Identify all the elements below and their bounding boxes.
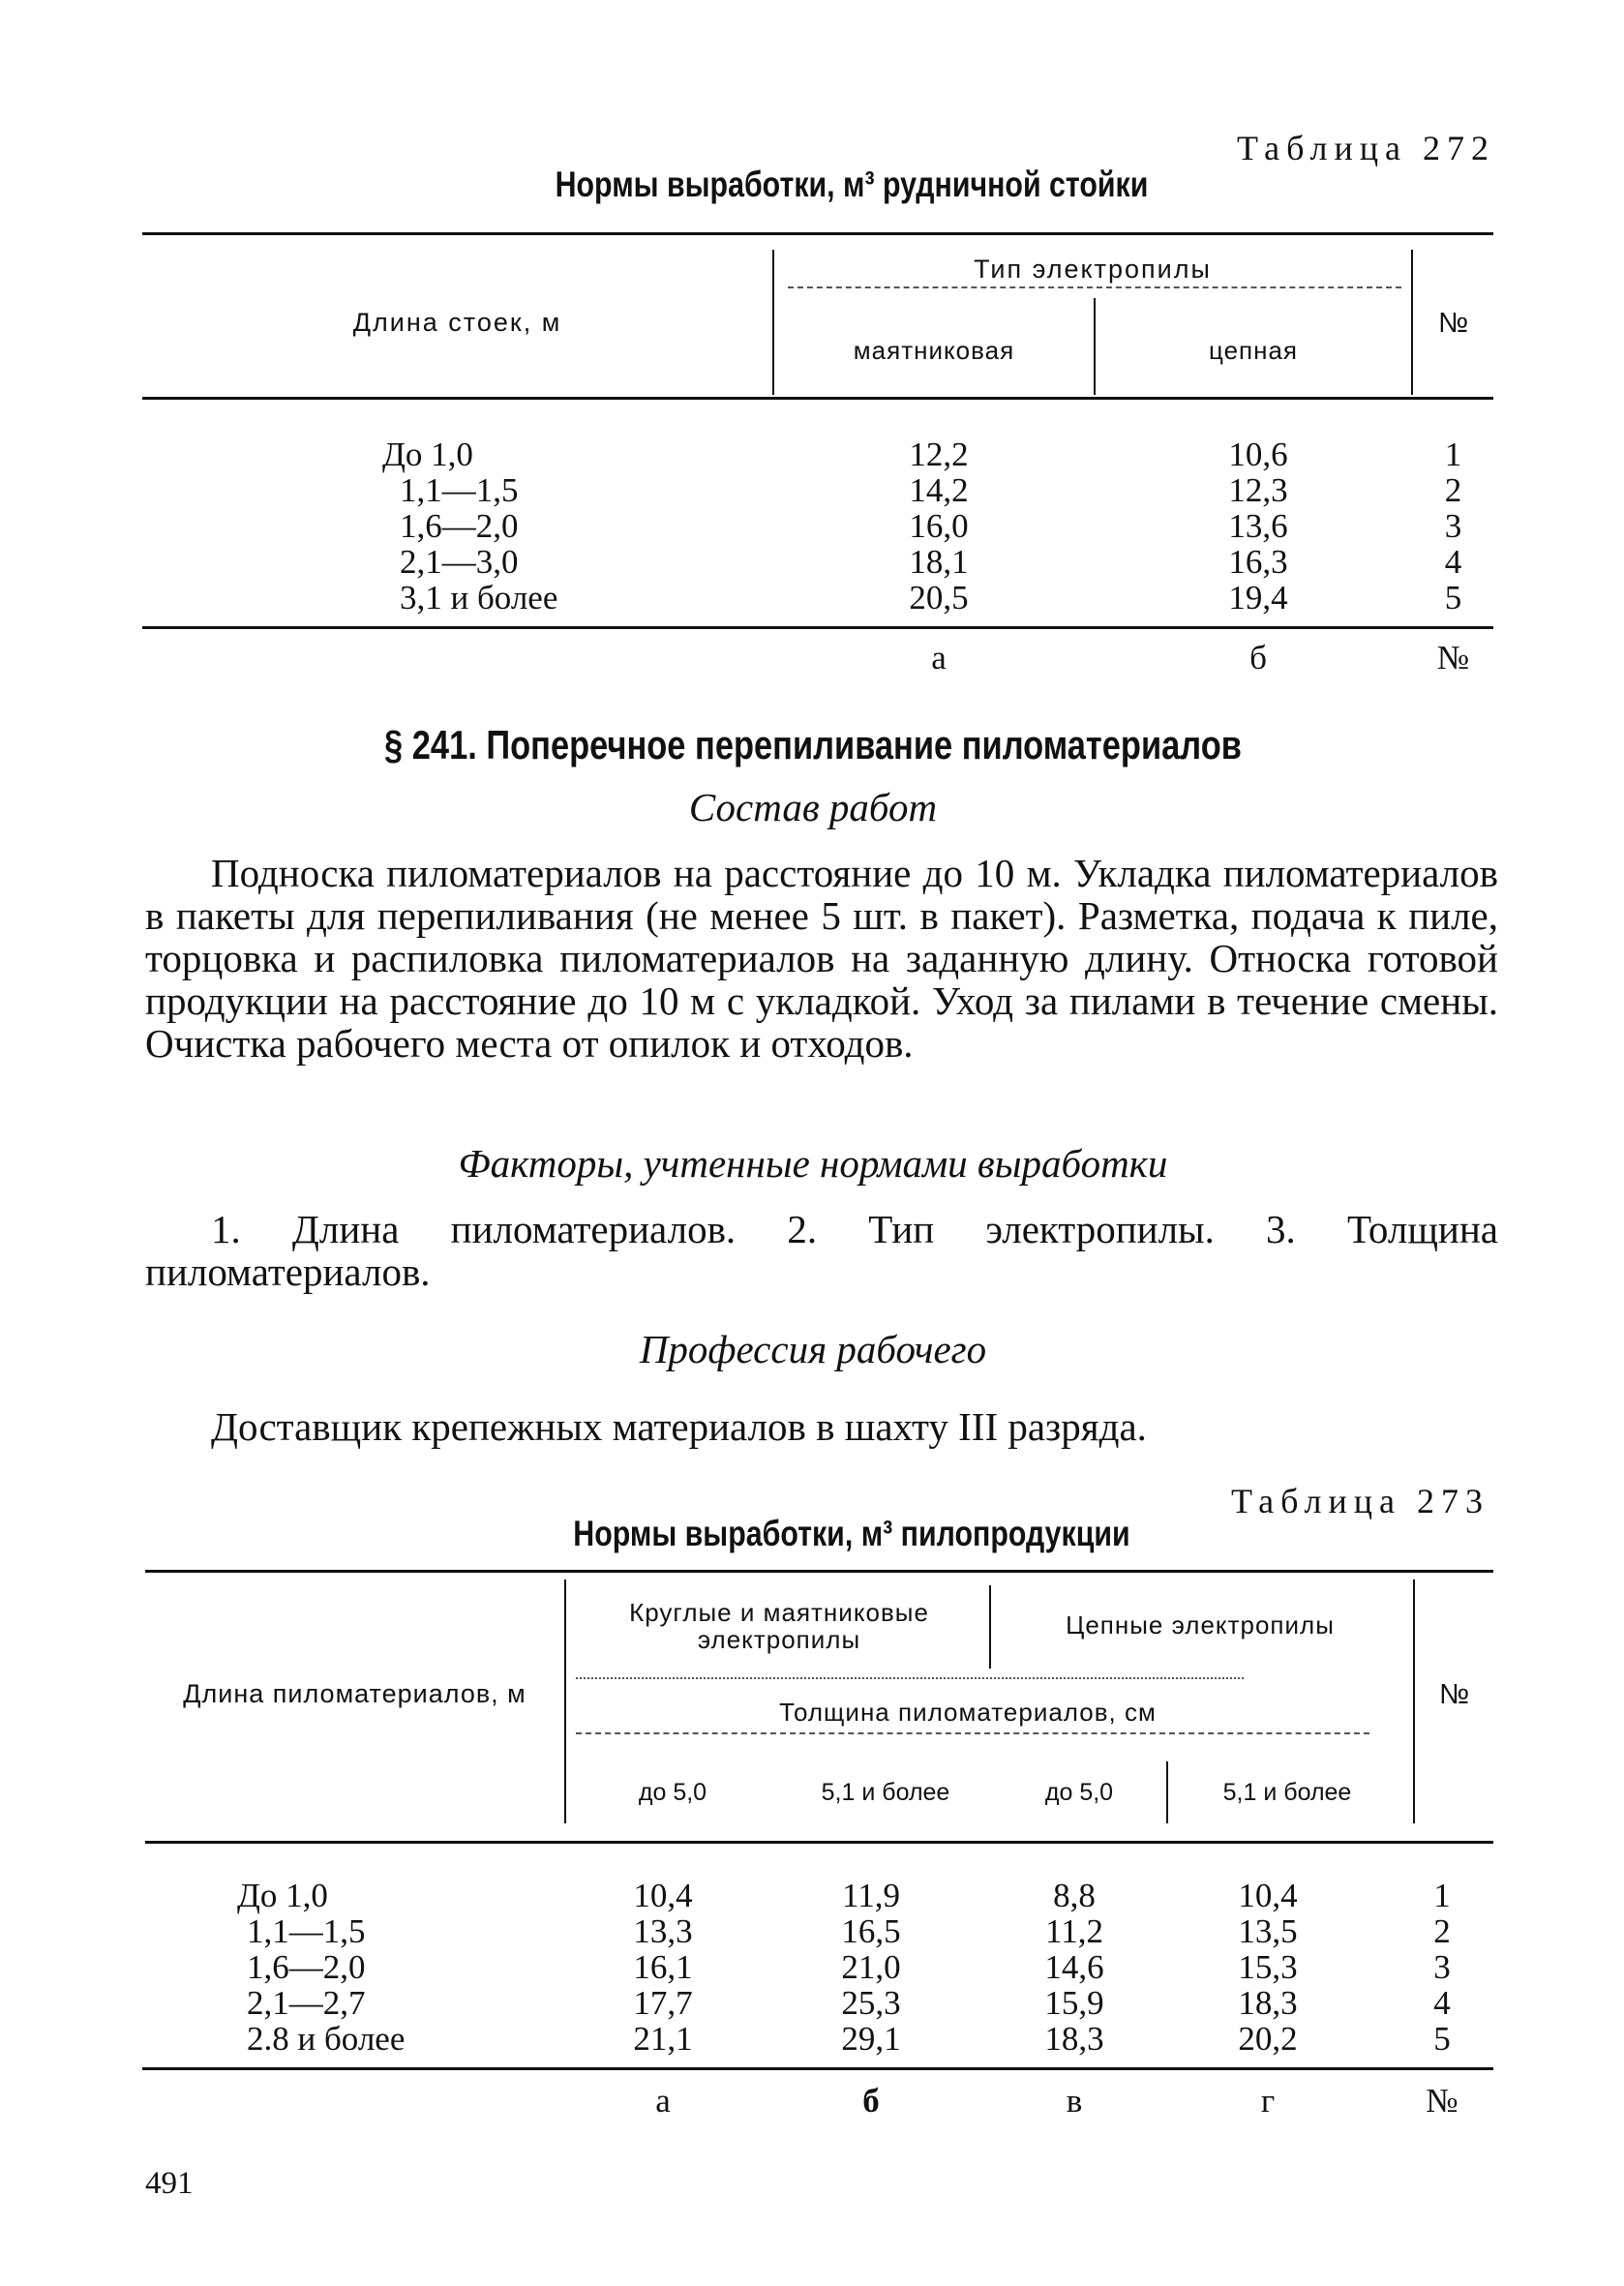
table-row xyxy=(0,580,1624,616)
table-272-header-group: Тип электропилы xyxy=(974,255,1212,284)
table-272-label: Таблица 272 xyxy=(1237,129,1495,167)
row-value-a: 13,3 xyxy=(633,1912,693,1950)
factors-title: Факторы, учтенные нормами выработки xyxy=(458,1141,1168,1186)
row-number: 1 xyxy=(1433,1877,1451,1914)
table-273-col-divider xyxy=(564,1579,566,1823)
table-272-body xyxy=(0,436,1624,616)
row-value-b: 16,5 xyxy=(841,1912,901,1950)
composition-paragraph: Подноска пиломатериалов на расстояние до 10 м. Укладка пиломатериалов в пакеты для перепиливания (не менее 5 шт. в пакет). Разметка, подача к пиле, торцовка и распиловка пиломатериалов на заданную длину. Относка готовой продукции на расстояние до 10 м с укладкой. Уход за пилами в течение смены. Очистка рабочего места от опилок и отходов. xyxy=(145,851,1498,1066)
row-value-c: 8,8 xyxy=(1053,1877,1096,1914)
row-value-a: 10,4 xyxy=(633,1877,693,1914)
profession-title: Профессия рабочего xyxy=(639,1327,987,1371)
factors-text xyxy=(145,1208,1498,1293)
row-number: 1 xyxy=(1444,436,1462,473)
row-length: 3,1 и более xyxy=(400,579,558,617)
table-row xyxy=(0,544,1624,580)
table-272-bottom-rule xyxy=(142,626,1493,629)
composition-text xyxy=(145,852,1498,1065)
table-272-footer-b: б xyxy=(1249,639,1267,677)
table-273-group-rule xyxy=(576,1677,1244,1679)
row-value-a: 12,2 xyxy=(909,436,969,473)
row-number: 4 xyxy=(1433,1984,1451,2022)
table-272-top-rule xyxy=(142,232,1493,235)
row-length: До 1,0 xyxy=(237,1877,328,1914)
row-length: До 1,0 xyxy=(382,436,473,473)
row-value-c: 18,3 xyxy=(1044,2020,1104,2058)
row-length: 1,1—1,5 xyxy=(400,471,519,509)
table-272-header-col-a: маятниковая xyxy=(853,336,1015,365)
table-272-header-col-b: цепная xyxy=(1208,336,1299,365)
row-value-b: 11,9 xyxy=(842,1877,900,1914)
row-length: 2.8 и более xyxy=(247,2020,406,2058)
table-273-header-length: Длина пиломатериалов, м xyxy=(183,1679,526,1708)
table-273-header-no: № xyxy=(1438,1679,1470,1710)
table-273-footer-c: в xyxy=(1066,2082,1083,2120)
table-272-title: Нормы выработки, м³ рудничной стойки xyxy=(555,165,1149,204)
row-number: 4 xyxy=(1444,543,1462,581)
table-273-header-rule xyxy=(145,1841,1493,1844)
row-length: 1,1—1,5 xyxy=(247,1912,366,1950)
row-length: 2,1—3,0 xyxy=(400,543,519,581)
table-272-footer-no: № xyxy=(1436,639,1470,677)
row-value-d: 18,3 xyxy=(1238,1984,1298,2022)
table-row xyxy=(0,1878,1624,1913)
table-273-header-group2: Цепные электропилы xyxy=(1066,1610,1335,1639)
row-value-b: 12,3 xyxy=(1228,471,1288,509)
row-value-a: 14,2 xyxy=(909,471,969,509)
row-length: 1,6—2,0 xyxy=(247,1948,366,1986)
table-273-header-c3: до 5,0 xyxy=(1044,1779,1114,1806)
table-273-header-group1: Круглые и маятниковые электропилы xyxy=(629,1598,929,1654)
row-number: 2 xyxy=(1444,471,1462,509)
table-row xyxy=(0,1949,1624,1985)
table-273-col-divider xyxy=(989,1585,991,1669)
page-number: 491 xyxy=(145,2166,194,2201)
table-row xyxy=(0,508,1624,544)
row-number: 3 xyxy=(1444,507,1462,545)
table-273-col-divider xyxy=(1166,1761,1168,1823)
composition-title: Состав работ xyxy=(688,785,938,829)
row-number: 2 xyxy=(1433,1912,1451,1950)
table-273-body xyxy=(0,1878,1624,2057)
row-value-a: 16,0 xyxy=(909,507,969,545)
table-273-thickness-rule xyxy=(576,1732,1369,1734)
profession-text: Доставщик крепежных материалов в шахту III разряда. xyxy=(211,1404,1147,1449)
row-value-b: 21,0 xyxy=(841,1948,901,1986)
table-row xyxy=(0,472,1624,508)
table-row xyxy=(0,1985,1624,2021)
row-value-c: 11,2 xyxy=(1045,1912,1103,1950)
table-272-footer-a: а xyxy=(931,639,947,677)
table-272-header-rule xyxy=(142,397,1493,400)
table-272-header-length: Длина стоек, м xyxy=(352,308,562,337)
row-number: 5 xyxy=(1433,2020,1451,2058)
row-length: 2,1—2,7 xyxy=(247,1984,366,2022)
row-value-a: 16,1 xyxy=(633,1948,693,1986)
row-value-b: 13,6 xyxy=(1228,507,1288,545)
row-value-b: 19,4 xyxy=(1228,579,1288,617)
table-272-group-rule xyxy=(788,286,1401,288)
row-value-d: 15,3 xyxy=(1238,1948,1298,1986)
row-value-b: 10,6 xyxy=(1228,436,1288,473)
table-273-label: Таблица 273 xyxy=(1231,1482,1489,1520)
table-272-header-no: № xyxy=(1437,308,1469,339)
table-row xyxy=(0,436,1624,472)
table-row xyxy=(0,1913,1624,1949)
row-value-c: 14,6 xyxy=(1044,1948,1104,1986)
row-number: 5 xyxy=(1444,579,1462,617)
section-heading: § 241. Поперечное перепиливание пиломатериалов xyxy=(384,722,1242,767)
row-length: 1,6—2,0 xyxy=(400,507,519,545)
row-number: 3 xyxy=(1433,1948,1451,1986)
row-value-a: 21,1 xyxy=(633,2020,693,2058)
row-value-d: 10,4 xyxy=(1238,1877,1298,1914)
table-273-title: Нормы выработки, м³ пилопродукции xyxy=(573,1514,1130,1553)
table-273-footer-d: г xyxy=(1260,2082,1276,2120)
row-value-b: 29,1 xyxy=(841,2020,901,2058)
row-value-a: 20,5 xyxy=(909,579,969,617)
table-273-footer-b: б xyxy=(862,2082,880,2120)
row-value-b: 25,3 xyxy=(841,1984,901,2022)
table-273-bottom-rule xyxy=(142,2067,1493,2070)
table-273-header-c2: 5,1 и более xyxy=(821,1779,950,1806)
table-273-header-c4: 5,1 и более xyxy=(1222,1779,1352,1806)
factors-paragraph: 1. Длина пиломатериалов. 2. Тип электропилы. 3. Толщина пиломатериалов. xyxy=(145,1207,1498,1294)
table-273-header-thickness: Толщина пиломатериалов, см xyxy=(779,1698,1157,1727)
table-273-top-rule xyxy=(145,1570,1493,1573)
row-value-b: 16,3 xyxy=(1228,543,1288,581)
row-value-a: 18,1 xyxy=(909,543,969,581)
table-273-header-c1: до 5,0 xyxy=(638,1779,707,1806)
row-value-d: 13,5 xyxy=(1238,1912,1298,1950)
row-value-c: 15,9 xyxy=(1044,1984,1104,2022)
table-row xyxy=(0,2021,1624,2057)
row-value-d: 20,2 xyxy=(1238,2020,1298,2058)
table-273-footer-a: а xyxy=(655,2082,671,2120)
row-value-a: 17,7 xyxy=(633,1984,693,2022)
table-273-footer-no: № xyxy=(1426,2082,1459,2120)
